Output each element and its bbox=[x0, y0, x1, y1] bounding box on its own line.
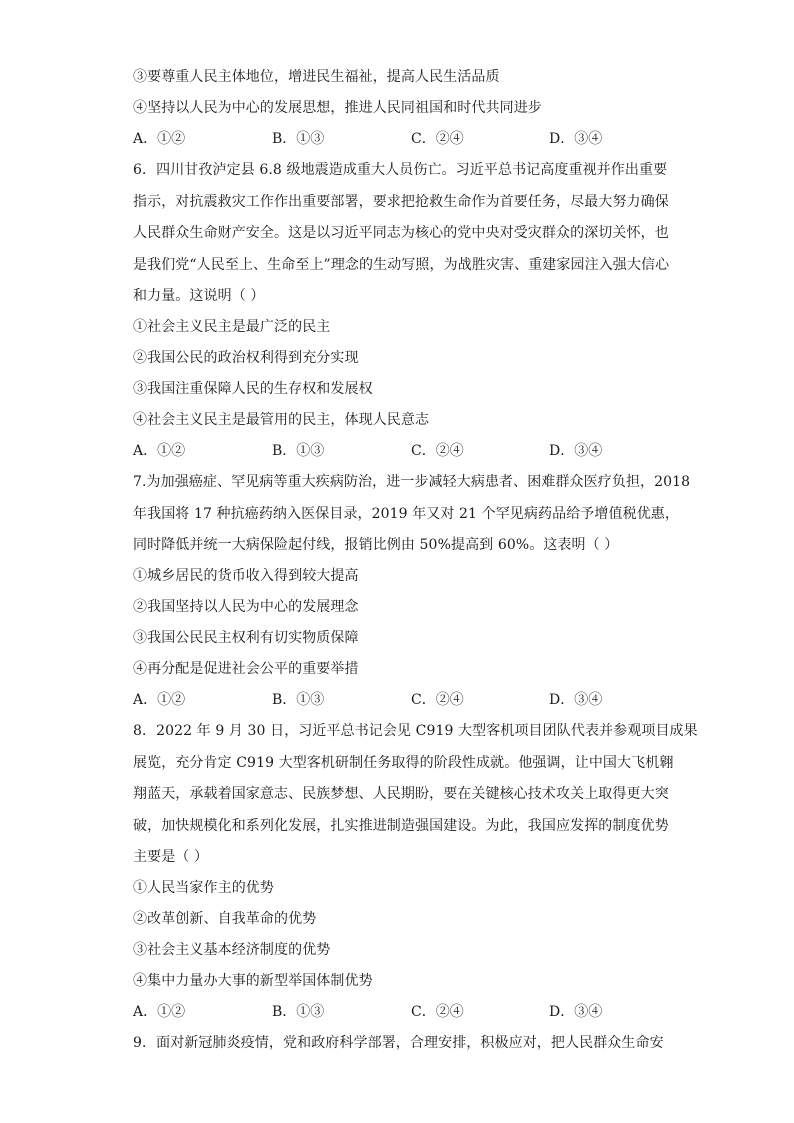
q7-option-d: D．③④ bbox=[549, 692, 603, 708]
q8-stem-line-4: 破，加快规模化和系列化发展，扎实推进制造强国建设。为此，我国应发挥的制度优势 bbox=[133, 818, 669, 834]
q8-option-c: C．②④ bbox=[411, 1004, 464, 1020]
q7-stem-line-3: 同时降低并统一大病保险起付线，报销比例由 50%提高到 60%。这表明（ ） bbox=[133, 537, 619, 553]
q6-stem-line-1: 6．四川甘孜泸定县 6.8 级地震造成重大人员伤亡。习近平总书记高度重视并作出重要 bbox=[133, 162, 668, 178]
q5-option-b: B．①③ bbox=[272, 131, 325, 147]
q5-option-c: C．②④ bbox=[411, 131, 464, 147]
q6-stem-line-2: 指示，对抗震救灾工作作出重要部署，要求把抢救生命作为首要任务，尽最大努力确保 bbox=[133, 194, 669, 210]
q7-option-c: C．②④ bbox=[411, 692, 464, 708]
q8-option-a: A．①② bbox=[133, 1004, 186, 1020]
q7-stem-line-1: 7.为加强癌症、罕见病等重大疾病防治，进一步减轻大病患者、困难群众医疗负担，2018 bbox=[133, 474, 691, 490]
q5-statement-4: ④坚持以人民为中心的发展思想，推进人民同祖国和时代共同进步 bbox=[133, 100, 542, 116]
q8-stem-line-1: 8．2022 年 9 月 30 日，习近平总书记会见 C919 大型客机项目团队代表并参观项目成果 bbox=[133, 723, 698, 739]
q6-option-c: C．②④ bbox=[411, 443, 464, 459]
q7-statement-3: ③我国公民民主权利有切实物质保障 bbox=[133, 630, 359, 646]
q7-statement-2: ②我国坚持以人民为中心的发展理念 bbox=[133, 599, 359, 615]
q5-statement-3: ③要尊重人民主体地位，增进民生福祉，提高人民生活品质 bbox=[133, 69, 500, 85]
q8-option-b: B．①③ bbox=[272, 1004, 325, 1020]
q6-option-a: A．①② bbox=[133, 443, 186, 459]
q8-statement-3: ③社会主义基本经济制度的优势 bbox=[133, 942, 331, 958]
q8-stem-line-5: 主要是（ ） bbox=[133, 849, 209, 865]
q7-statement-1: ①城乡居民的货币收入得到较大提高 bbox=[133, 568, 359, 584]
q8-option-d: D．③④ bbox=[549, 1004, 603, 1020]
q6-statement-4: ④社会主义民主是最管用的民主，体现人民意志 bbox=[133, 412, 430, 428]
q7-option-a: A．①② bbox=[133, 692, 186, 708]
q6-stem-line-3: 人民群众生命财产安全。这是以习近平同志为核心的党中央对受灾群众的深切关怀，也 bbox=[133, 225, 669, 241]
q5-option-a: A．①② bbox=[133, 131, 186, 147]
q6-stem-line-5: 和力量。这说明（ ） bbox=[133, 288, 265, 304]
q6-statement-2: ②我国公民的政治权利得到充分实现 bbox=[133, 350, 359, 366]
q6-stem-line-4: 是我们党“人民至上、生命至上”理念的生动写照，为战胜灾害、重建家园注入强大信心 bbox=[133, 257, 670, 273]
q7-option-b: B．①③ bbox=[272, 692, 325, 708]
q5-option-d: D．③④ bbox=[549, 131, 603, 147]
q6-option-d: D．③④ bbox=[549, 443, 603, 459]
q6-statement-1: ①社会主义民主是最广泛的民主 bbox=[133, 319, 331, 335]
q8-stem-line-2: 展览，充分肯定 C919 大型客机研制任务取得的阶段性成就。他强调，让中国大飞机翱 bbox=[133, 755, 674, 771]
q7-statement-4: ④再分配是促进社会公平的重要举措 bbox=[133, 661, 359, 677]
q8-statement-4: ④集中力量办大事的新型举国体制优势 bbox=[133, 973, 373, 989]
q7-stem-line-2: 年我国将 17 种抗癌药纳入医保目录，2019 年又对 21 个罕见病药品给予增值税优惠， bbox=[133, 506, 680, 522]
q6-option-b: B．①③ bbox=[272, 443, 325, 459]
q8-statement-1: ①人民当家作主的优势 bbox=[133, 880, 274, 896]
q6-statement-3: ③我国注重保障人民的生存权和发展权 bbox=[133, 381, 373, 397]
q9-stem-line-1: 9．面对新冠肺炎疫情，党和政府科学部署，合理安排，积极应对，把人民群众生命安 bbox=[133, 1035, 664, 1051]
q8-statement-2: ②改革创新、自我革命的优势 bbox=[133, 911, 317, 927]
q8-stem-line-3: 翔蓝天，承载着国家意志、民族梦想、人民期盼，要在关键核心技术攻关上取得更大突 bbox=[133, 786, 669, 802]
